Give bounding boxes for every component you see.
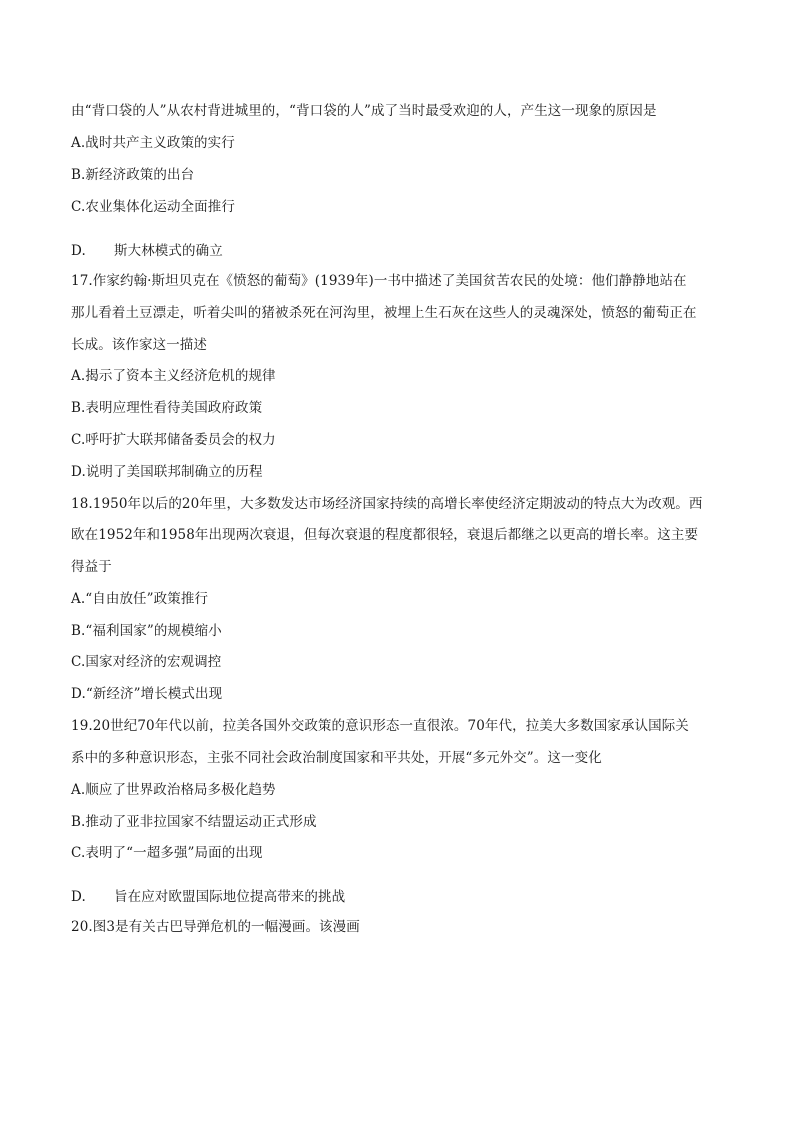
q18-stem-line-2: 欧在1952年和1958年出现两次衰退，但每次衰退的程度都很轻，衰退后都继之以更高的增长率。这主要 (71, 527, 699, 543)
q18-stem-line-3: 得益于 (71, 559, 112, 575)
q19-option-d (71, 887, 731, 907)
q16-option-b: B.新经济政策的出台 (71, 167, 195, 183)
q18-option-b: B.“福利国家”的规模缩小 (71, 623, 222, 639)
q19-option-a: A.顺应了世界政治格局多极化趋势 (71, 782, 276, 798)
q17-option-d: D.说明了美国联邦制确立的历程 (71, 464, 263, 480)
q19-stem-line-1: 19.20世纪70年代以前，拉美各国外交政策的意识形态一直很浓。70年代，拉美大多数国家承认国际关 (71, 718, 689, 734)
q19-option-b: B.推动了亚非拉国家不结盟运动正式形成 (71, 814, 317, 830)
q17-stem-line-2: 那儿看着土豆漂走，听着尖叫的猪被杀死在河沟里，被埋上生石灰在这些人的灵魂深处，愤怒的葡萄正在 (71, 305, 697, 321)
q17-option-a: A.揭示了资本主义经济危机的规律 (71, 368, 276, 384)
q16-stem-tail: 由“背口袋的人”从农村背进城里的，“背口袋的人”成了当时最受欢迎的人，产生这一现象的原因是 (71, 103, 657, 119)
q16-option-d-text: 斯大林模式的确立 (114, 243, 223, 259)
q18-option-d: D.“新经济”增长模式出现 (71, 686, 223, 702)
q16-option-c: C.农业集体化运动全面推行 (71, 199, 235, 215)
q19-option-d-text: 旨在应对欧盟国际地位提高带来的挑战 (114, 889, 346, 905)
q19-stem-line-2: 系中的多种意识形态，主张不同社会政治制度国家和平共处，开展“多元外交”。这一变化 (71, 750, 602, 766)
q17-stem-line-1: 17.作家约翰·斯坦贝克在《愤怒的葡萄》(1939年)一书中描述了美国贫苦农民的处境：他们静静地站在 (71, 273, 687, 289)
q16-option-d-letter: D. (71, 243, 86, 259)
q18-option-c: C.国家对经济的宏观调控 (71, 654, 222, 670)
q19-option-c: C.表明了“一超多强”局面的出现 (71, 845, 263, 861)
q17-option-c: C.呼吁扩大联邦储备委员会的权力 (71, 432, 276, 448)
q20-stem: 20.图3是有关古巴导弹危机的一幅漫画。该漫画 (71, 919, 360, 935)
q17-stem-line-3: 长成。该作家这一描述 (71, 337, 207, 353)
q18-option-a: A.“自由放任”政策推行 (71, 591, 209, 607)
q18-stem-line-1: 18.1950年以后的20年里，大多数发达市场经济国家持续的高增长率使经济定期波动的特点大为改观。西 (71, 496, 703, 512)
q19-option-d-letter: D. (71, 889, 86, 905)
q17-option-b: B.表明应理性看待美国政府政策 (71, 400, 263, 416)
q16-option-d (71, 241, 731, 261)
q16-option-a: A.战时共产主义政策的实行 (71, 135, 235, 151)
